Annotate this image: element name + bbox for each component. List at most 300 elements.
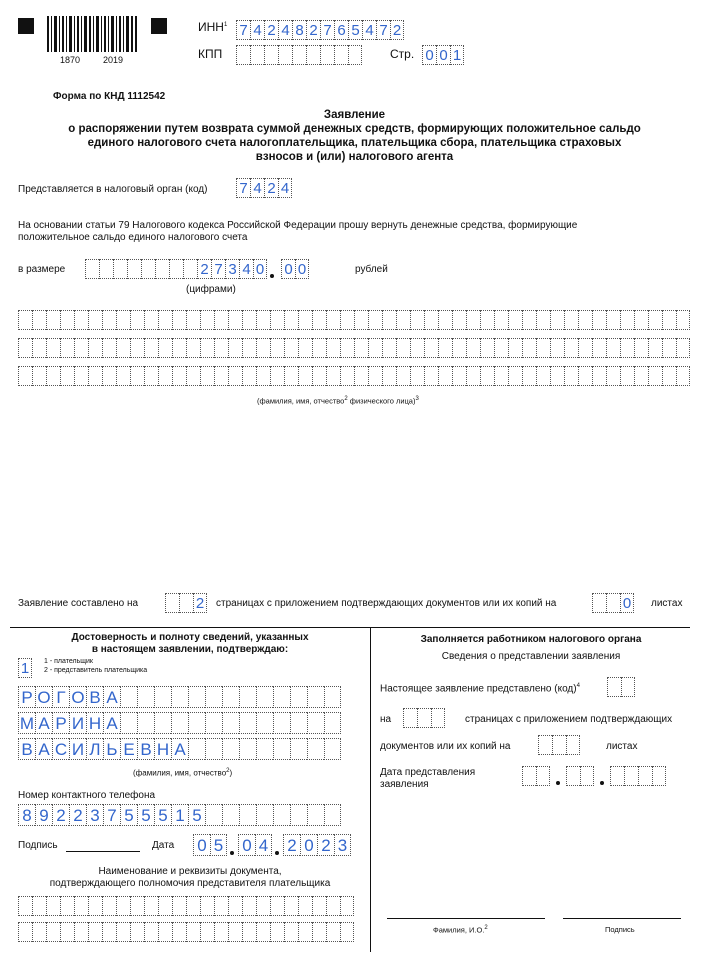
officer-signature-line[interactable]: [563, 918, 681, 919]
tax-office-field[interactable]: [236, 178, 292, 198]
char-cell[interactable]: [508, 338, 522, 358]
char-cell[interactable]: [431, 708, 445, 728]
char-cell[interactable]: [200, 922, 214, 942]
char-cell[interactable]: [396, 310, 410, 330]
char-cell[interactable]: [566, 766, 580, 786]
char-cell[interactable]: [46, 310, 60, 330]
amount-integer-field[interactable]: [85, 259, 267, 279]
char-cell[interactable]: [354, 310, 368, 330]
char-cell[interactable]: [85, 259, 99, 279]
char-cell[interactable]: [382, 338, 396, 358]
char-cell[interactable]: [18, 922, 32, 942]
char-cell[interactable]: [578, 338, 592, 358]
char-cell[interactable]: [273, 712, 290, 734]
char-cell[interactable]: 7: [320, 20, 334, 40]
char-cell[interactable]: [662, 338, 676, 358]
char-cell[interactable]: [239, 804, 256, 826]
char-cell[interactable]: [155, 259, 169, 279]
char-cell[interactable]: [32, 338, 46, 358]
char-cell[interactable]: [564, 338, 578, 358]
char-cell[interactable]: [239, 686, 256, 708]
document-row[interactable]: [18, 896, 354, 916]
char-cell[interactable]: [60, 338, 74, 358]
char-cell[interactable]: [256, 712, 273, 734]
char-cell[interactable]: [188, 738, 205, 760]
char-cell[interactable]: 2: [69, 804, 86, 826]
char-cell[interactable]: [536, 338, 550, 358]
char-cell[interactable]: 4: [239, 259, 253, 279]
char-cell[interactable]: [621, 677, 635, 697]
char-cell[interactable]: [592, 366, 606, 386]
char-cell[interactable]: [382, 366, 396, 386]
char-cell[interactable]: Р: [52, 712, 69, 734]
char-cell[interactable]: [18, 366, 32, 386]
char-cell[interactable]: [102, 310, 116, 330]
char-cell[interactable]: [228, 366, 242, 386]
presented-code-field[interactable]: [607, 677, 635, 697]
char-cell[interactable]: [228, 922, 242, 942]
char-cell[interactable]: [186, 338, 200, 358]
char-cell[interactable]: 2: [193, 593, 207, 613]
char-cell[interactable]: С: [52, 738, 69, 760]
char-cell[interactable]: [634, 338, 648, 358]
char-cell[interactable]: [634, 310, 648, 330]
char-cell[interactable]: 1: [18, 658, 32, 678]
char-cell[interactable]: [74, 338, 88, 358]
char-cell[interactable]: [205, 738, 222, 760]
char-cell[interactable]: [222, 804, 239, 826]
submission-month-field[interactable]: [566, 766, 594, 786]
char-cell[interactable]: [494, 338, 508, 358]
char-cell[interactable]: [256, 738, 273, 760]
char-cell[interactable]: [74, 896, 88, 916]
submission-year-field[interactable]: [610, 766, 666, 786]
char-cell[interactable]: 2: [264, 20, 278, 40]
char-cell[interactable]: [270, 338, 284, 358]
char-cell[interactable]: [120, 686, 137, 708]
char-cell[interactable]: [88, 310, 102, 330]
char-cell[interactable]: [188, 712, 205, 734]
char-cell[interactable]: [284, 896, 298, 916]
char-cell[interactable]: [410, 310, 424, 330]
char-cell[interactable]: 7: [103, 804, 120, 826]
char-cell[interactable]: [606, 593, 620, 613]
char-cell[interactable]: [120, 712, 137, 734]
char-cell[interactable]: [290, 712, 307, 734]
char-cell[interactable]: [312, 896, 326, 916]
char-cell[interactable]: 0: [422, 45, 436, 65]
pages-count-field[interactable]: [165, 593, 207, 613]
char-cell[interactable]: [273, 804, 290, 826]
char-cell[interactable]: [102, 896, 116, 916]
char-cell[interactable]: [222, 712, 239, 734]
char-cell[interactable]: [186, 366, 200, 386]
char-cell[interactable]: 1: [171, 804, 188, 826]
char-cell[interactable]: [307, 738, 324, 760]
char-cell[interactable]: О: [69, 686, 86, 708]
char-cell[interactable]: [536, 766, 550, 786]
char-cell[interactable]: [130, 338, 144, 358]
char-cell[interactable]: [172, 366, 186, 386]
char-cell[interactable]: [228, 896, 242, 916]
fio-signature-line[interactable]: [387, 918, 545, 919]
char-cell[interactable]: [88, 896, 102, 916]
surname-field[interactable]: [18, 686, 341, 708]
char-cell[interactable]: [368, 338, 382, 358]
date-day-field[interactable]: [193, 834, 227, 856]
char-cell[interactable]: [60, 366, 74, 386]
char-cell[interactable]: 2: [52, 804, 69, 826]
char-cell[interactable]: [620, 310, 634, 330]
char-cell[interactable]: [74, 922, 88, 942]
char-cell[interactable]: [270, 896, 284, 916]
char-cell[interactable]: [320, 45, 334, 65]
char-cell[interactable]: 2: [264, 178, 278, 198]
char-cell[interactable]: [466, 338, 480, 358]
char-cell[interactable]: [46, 896, 60, 916]
char-cell[interactable]: [522, 366, 536, 386]
char-cell[interactable]: [438, 338, 452, 358]
char-cell[interactable]: [256, 804, 273, 826]
char-cell[interactable]: 3: [334, 834, 351, 856]
char-cell[interactable]: [340, 366, 354, 386]
char-cell[interactable]: 4: [250, 178, 264, 198]
char-cell[interactable]: [130, 366, 144, 386]
char-cell[interactable]: [18, 310, 32, 330]
char-cell[interactable]: [18, 896, 32, 916]
char-cell[interactable]: [239, 712, 256, 734]
char-cell[interactable]: [144, 896, 158, 916]
char-cell[interactable]: [32, 310, 46, 330]
char-cell[interactable]: М: [19, 714, 35, 733]
char-cell[interactable]: [324, 686, 341, 708]
char-cell[interactable]: [606, 310, 620, 330]
char-cell[interactable]: [324, 738, 341, 760]
char-cell[interactable]: [256, 922, 270, 942]
char-cell[interactable]: 1: [450, 45, 464, 65]
char-cell[interactable]: 0: [281, 259, 295, 279]
char-cell[interactable]: [652, 766, 666, 786]
char-cell[interactable]: [536, 310, 550, 330]
char-cell[interactable]: 3: [225, 259, 239, 279]
char-cell[interactable]: А: [35, 712, 52, 734]
char-cell[interactable]: [417, 708, 431, 728]
char-cell[interactable]: [340, 338, 354, 358]
char-cell[interactable]: Н: [154, 738, 171, 760]
char-cell[interactable]: [102, 366, 116, 386]
char-cell[interactable]: [284, 310, 298, 330]
char-cell[interactable]: [580, 766, 594, 786]
char-cell[interactable]: [99, 259, 113, 279]
char-cell[interactable]: [222, 738, 239, 760]
char-cell[interactable]: [46, 922, 60, 942]
char-cell[interactable]: А: [103, 712, 120, 734]
char-cell[interactable]: [165, 593, 179, 613]
char-cell[interactable]: 7: [211, 259, 225, 279]
char-cell[interactable]: [144, 922, 158, 942]
char-cell[interactable]: [538, 735, 552, 755]
char-cell[interactable]: [205, 804, 222, 826]
char-cell[interactable]: [438, 310, 452, 330]
char-cell[interactable]: [312, 338, 326, 358]
char-cell[interactable]: [307, 686, 324, 708]
char-cell[interactable]: [256, 310, 270, 330]
char-cell[interactable]: [298, 896, 312, 916]
char-cell[interactable]: [648, 366, 662, 386]
char-cell[interactable]: 7: [236, 20, 250, 40]
char-cell[interactable]: [494, 366, 508, 386]
char-cell[interactable]: [298, 310, 312, 330]
sheets-count-field[interactable]: [592, 593, 634, 613]
char-cell[interactable]: В: [86, 686, 103, 708]
signer-type-field[interactable]: [18, 658, 32, 678]
char-cell[interactable]: [242, 366, 256, 386]
char-cell[interactable]: [578, 310, 592, 330]
char-cell[interactable]: А: [171, 738, 188, 760]
char-cell[interactable]: [32, 922, 46, 942]
char-cell[interactable]: 8: [292, 20, 306, 40]
char-cell[interactable]: [88, 922, 102, 942]
char-cell[interactable]: 0: [300, 834, 317, 856]
char-cell[interactable]: А: [103, 686, 120, 708]
char-cell[interactable]: [88, 338, 102, 358]
fio-row[interactable]: [18, 366, 690, 386]
char-cell[interactable]: 0: [295, 259, 309, 279]
char-cell[interactable]: [172, 310, 186, 330]
char-cell[interactable]: [452, 366, 466, 386]
patronymic-field[interactable]: [18, 738, 341, 760]
char-cell[interactable]: 9: [35, 804, 52, 826]
char-cell[interactable]: 5: [137, 804, 154, 826]
char-cell[interactable]: 4: [278, 20, 292, 40]
char-cell[interactable]: [171, 686, 188, 708]
char-cell[interactable]: [522, 766, 536, 786]
char-cell[interactable]: [494, 310, 508, 330]
char-cell[interactable]: [396, 366, 410, 386]
char-cell[interactable]: [606, 338, 620, 358]
char-cell[interactable]: [158, 896, 172, 916]
char-cell[interactable]: [239, 738, 256, 760]
inn-field[interactable]: [236, 20, 404, 40]
char-cell[interactable]: [648, 338, 662, 358]
char-cell[interactable]: [326, 922, 340, 942]
char-cell[interactable]: 7: [376, 20, 390, 40]
char-cell[interactable]: [610, 766, 624, 786]
char-cell[interactable]: [60, 896, 74, 916]
char-cell[interactable]: [137, 712, 154, 734]
char-cell[interactable]: [158, 338, 172, 358]
char-cell[interactable]: [284, 366, 298, 386]
char-cell[interactable]: 2: [197, 259, 211, 279]
char-cell[interactable]: [290, 738, 307, 760]
char-cell[interactable]: [116, 310, 130, 330]
char-cell[interactable]: Е: [120, 738, 137, 760]
char-cell[interactable]: [312, 922, 326, 942]
char-cell[interactable]: [256, 366, 270, 386]
char-cell[interactable]: [186, 896, 200, 916]
char-cell[interactable]: [578, 366, 592, 386]
char-cell[interactable]: [74, 310, 88, 330]
char-cell[interactable]: [273, 686, 290, 708]
char-cell[interactable]: [284, 338, 298, 358]
char-cell[interactable]: [183, 259, 197, 279]
char-cell[interactable]: [179, 593, 193, 613]
char-cell[interactable]: [144, 310, 158, 330]
char-cell[interactable]: [130, 922, 144, 942]
char-cell[interactable]: [466, 310, 480, 330]
char-cell[interactable]: [326, 310, 340, 330]
char-cell[interactable]: [550, 310, 564, 330]
char-cell[interactable]: [292, 45, 306, 65]
char-cell[interactable]: [214, 922, 228, 942]
char-cell[interactable]: [172, 922, 186, 942]
char-cell[interactable]: 0: [253, 259, 267, 279]
char-cell[interactable]: 5: [120, 804, 137, 826]
char-cell[interactable]: [188, 686, 205, 708]
char-cell[interactable]: [154, 686, 171, 708]
char-cell[interactable]: [200, 366, 214, 386]
char-cell[interactable]: [290, 804, 307, 826]
char-cell[interactable]: 2: [317, 834, 334, 856]
char-cell[interactable]: Ь: [103, 738, 120, 760]
fio-row[interactable]: [18, 310, 690, 330]
char-cell[interactable]: [334, 45, 348, 65]
char-cell[interactable]: [256, 686, 273, 708]
char-cell[interactable]: [32, 896, 46, 916]
char-cell[interactable]: [354, 366, 368, 386]
char-cell[interactable]: [242, 338, 256, 358]
char-cell[interactable]: [298, 366, 312, 386]
char-cell[interactable]: [116, 896, 130, 916]
char-cell[interactable]: [264, 45, 278, 65]
char-cell[interactable]: [424, 338, 438, 358]
char-cell[interactable]: [676, 310, 690, 330]
char-cell[interactable]: [306, 45, 320, 65]
char-cell[interactable]: [172, 896, 186, 916]
char-cell[interactable]: [113, 259, 127, 279]
char-cell[interactable]: [624, 766, 638, 786]
char-cell[interactable]: [242, 896, 256, 916]
char-cell[interactable]: [222, 686, 239, 708]
char-cell[interactable]: [214, 366, 228, 386]
char-cell[interactable]: [410, 366, 424, 386]
char-cell[interactable]: [348, 45, 362, 65]
char-cell[interactable]: [46, 366, 60, 386]
char-cell[interactable]: [326, 896, 340, 916]
char-cell[interactable]: 5: [188, 804, 205, 826]
amount-fraction-field[interactable]: [281, 259, 309, 279]
char-cell[interactable]: 5: [210, 834, 227, 856]
char-cell[interactable]: [592, 593, 606, 613]
char-cell[interactable]: [508, 366, 522, 386]
char-cell[interactable]: Г: [52, 686, 69, 708]
char-cell[interactable]: [480, 310, 494, 330]
char-cell[interactable]: [278, 45, 292, 65]
char-cell[interactable]: Р: [18, 686, 35, 708]
char-cell[interactable]: [158, 310, 172, 330]
kpp-field[interactable]: [236, 45, 362, 65]
char-cell[interactable]: [60, 922, 74, 942]
char-cell[interactable]: [214, 310, 228, 330]
char-cell[interactable]: [228, 338, 242, 358]
char-cell[interactable]: [102, 338, 116, 358]
char-cell[interactable]: [326, 338, 340, 358]
char-cell[interactable]: [130, 896, 144, 916]
char-cell[interactable]: [88, 366, 102, 386]
char-cell[interactable]: [424, 310, 438, 330]
phone-field[interactable]: [18, 804, 341, 826]
char-cell[interactable]: [144, 366, 158, 386]
char-cell[interactable]: [452, 310, 466, 330]
char-cell[interactable]: [324, 804, 341, 826]
char-cell[interactable]: В: [18, 738, 35, 760]
char-cell[interactable]: [606, 366, 620, 386]
char-cell[interactable]: [312, 310, 326, 330]
char-cell[interactable]: [648, 310, 662, 330]
char-cell[interactable]: [340, 896, 354, 916]
char-cell[interactable]: [102, 922, 116, 942]
char-cell[interactable]: [284, 922, 298, 942]
char-cell[interactable]: [340, 922, 354, 942]
char-cell[interactable]: [676, 338, 690, 358]
char-cell[interactable]: [536, 366, 550, 386]
char-cell[interactable]: [144, 338, 158, 358]
char-cell[interactable]: [158, 922, 172, 942]
char-cell[interactable]: [382, 310, 396, 330]
char-cell[interactable]: 5: [154, 804, 171, 826]
char-cell[interactable]: [368, 310, 382, 330]
char-cell[interactable]: [480, 338, 494, 358]
char-cell[interactable]: [298, 922, 312, 942]
char-cell[interactable]: [564, 310, 578, 330]
char-cell[interactable]: [116, 366, 130, 386]
char-cell[interactable]: 3: [86, 804, 103, 826]
char-cell[interactable]: 2: [390, 20, 404, 40]
char-cell[interactable]: [137, 686, 154, 708]
char-cell[interactable]: [172, 338, 186, 358]
char-cell[interactable]: Л: [86, 738, 103, 760]
char-cell[interactable]: [480, 366, 494, 386]
char-cell[interactable]: [270, 310, 284, 330]
char-cell[interactable]: [158, 366, 172, 386]
char-cell[interactable]: [200, 896, 214, 916]
char-cell[interactable]: [141, 259, 155, 279]
char-cell[interactable]: [508, 310, 522, 330]
char-cell[interactable]: И: [69, 738, 86, 760]
char-cell[interactable]: [250, 45, 264, 65]
char-cell[interactable]: 7: [236, 178, 250, 198]
char-cell[interactable]: 0: [193, 834, 210, 856]
char-cell[interactable]: [522, 338, 536, 358]
char-cell[interactable]: А: [35, 738, 52, 760]
char-cell[interactable]: [186, 310, 200, 330]
date-year-field[interactable]: [283, 834, 351, 856]
char-cell[interactable]: [566, 735, 580, 755]
char-cell[interactable]: [424, 366, 438, 386]
char-cell[interactable]: [236, 45, 250, 65]
char-cell[interactable]: [550, 366, 564, 386]
char-cell[interactable]: [214, 896, 228, 916]
char-cell[interactable]: [326, 366, 340, 386]
char-cell[interactable]: [270, 922, 284, 942]
char-cell[interactable]: [564, 366, 578, 386]
name-field[interactable]: [18, 712, 341, 734]
char-cell[interactable]: 6: [334, 20, 348, 40]
char-cell[interactable]: [273, 738, 290, 760]
char-cell[interactable]: [307, 804, 324, 826]
char-cell[interactable]: [592, 310, 606, 330]
page-number-field[interactable]: [422, 45, 464, 65]
